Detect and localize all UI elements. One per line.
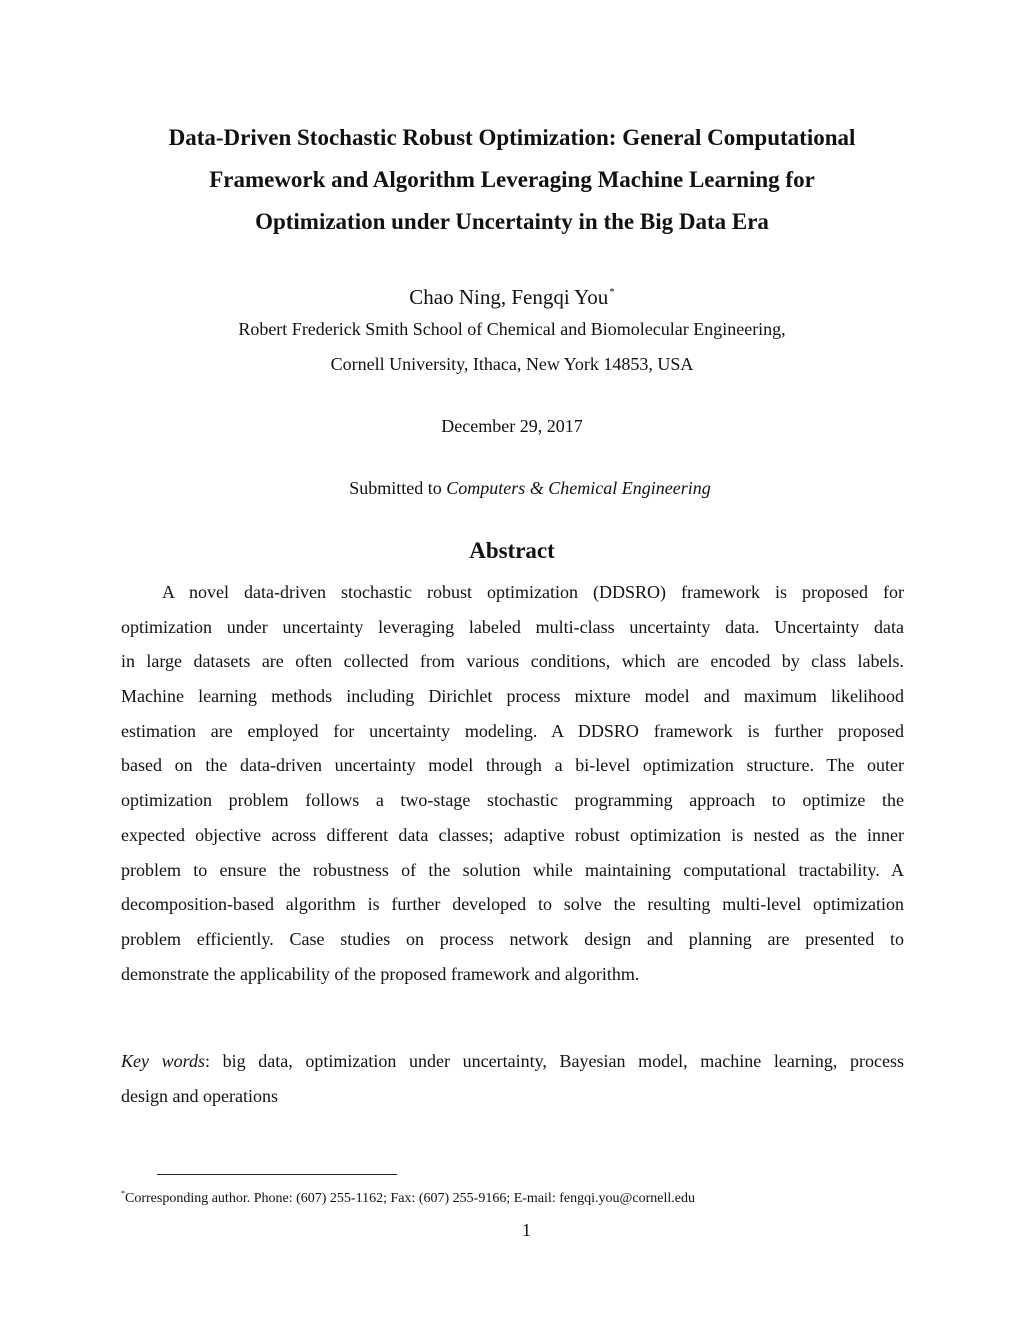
title-line: Framework and Algorithm Leveraging Machine Learning for: [209, 167, 815, 192]
abstract-line: problem efficiently. Case studies on process network design and planning are presented to: [121, 928, 904, 949]
author-list: [0, 278, 1024, 311]
title-line: Data-Driven Stochastic Robust Optimization: General Computational: [168, 125, 856, 150]
footnote-text: Corresponding author. Phone: (607) 255-1162; Fax: (607) 255-9166; E-mail: fengqi.you@cornell.edu: [125, 1191, 695, 1206]
title-line: Optimization under Uncertainty in the Big Data Era: [255, 209, 769, 234]
keywords-section: [121, 1046, 904, 1115]
abstract-line: optimization problem follows a two-stage stochastic programming approach to optimize the: [121, 790, 904, 811]
abstract-body: [121, 577, 904, 993]
abstract-line: decomposition-based algorithm is further developed to solve the resulting multi-level optimization: [121, 894, 904, 915]
page-number: 1: [522, 1220, 531, 1240]
journal-name: Computers & Chemical Engineering: [446, 478, 711, 498]
submitted-prefix: Submitted to: [349, 478, 447, 498]
affiliation-line: Cornell University, Ithaca, New York 14853, USA: [330, 354, 694, 374]
abstract-line: problem to ensure the robustness of the solution while maintaining computational tractability. A: [121, 859, 904, 880]
abstract-line: Machine learning methods including Dirichlet process mixture model and maximum likelihood: [121, 686, 904, 707]
abstract-line: demonstrate the applicability of the proposed framework and algorithm.: [121, 963, 640, 984]
footnote-divider: [157, 1174, 397, 1175]
footnote: [121, 1184, 695, 1209]
abstract-line: estimation are employed for uncertainty modeling. A DDSRO framework is further proposed: [121, 720, 904, 741]
author-names: Chao Ning, Fengqi You: [409, 285, 609, 309]
keywords-line: [121, 1046, 904, 1081]
corresponding-author-mark: *: [609, 286, 615, 298]
paper-date: December 29, 2017: [441, 416, 583, 436]
keywords-list: : big data, optimization under uncertainty, Bayesian model, machine learning, process: [204, 1051, 904, 1071]
footnote-mark: *: [121, 1189, 125, 1198]
abstract-line: optimization under uncertainty leveraging labeled multi-class uncertainty data. Uncertainty data: [121, 616, 904, 637]
paper-title: [100, 117, 924, 243]
affiliation-line: Robert Frederick Smith School of Chemical and Biomolecular Engineering,: [238, 319, 786, 339]
abstract-line: expected objective across different data classes; adaptive robust optimization is nested as the inner: [121, 824, 904, 845]
abstract-line: based on the data-driven uncertainty model through a bi-level optimization structure. The outer: [121, 755, 904, 776]
abstract-line: in large datasets are often collected from various conditions, which are encoded by class labels.: [121, 651, 904, 672]
keywords-line-continued: design and operations: [121, 1085, 278, 1106]
keywords-label: Key words: [121, 1051, 205, 1071]
abstract-heading: Abstract: [469, 538, 555, 563]
submission-note: [0, 476, 1024, 500]
abstract-line: A novel data-driven stochastic robust optimization (DDSRO) framework is proposed for: [162, 582, 904, 602]
